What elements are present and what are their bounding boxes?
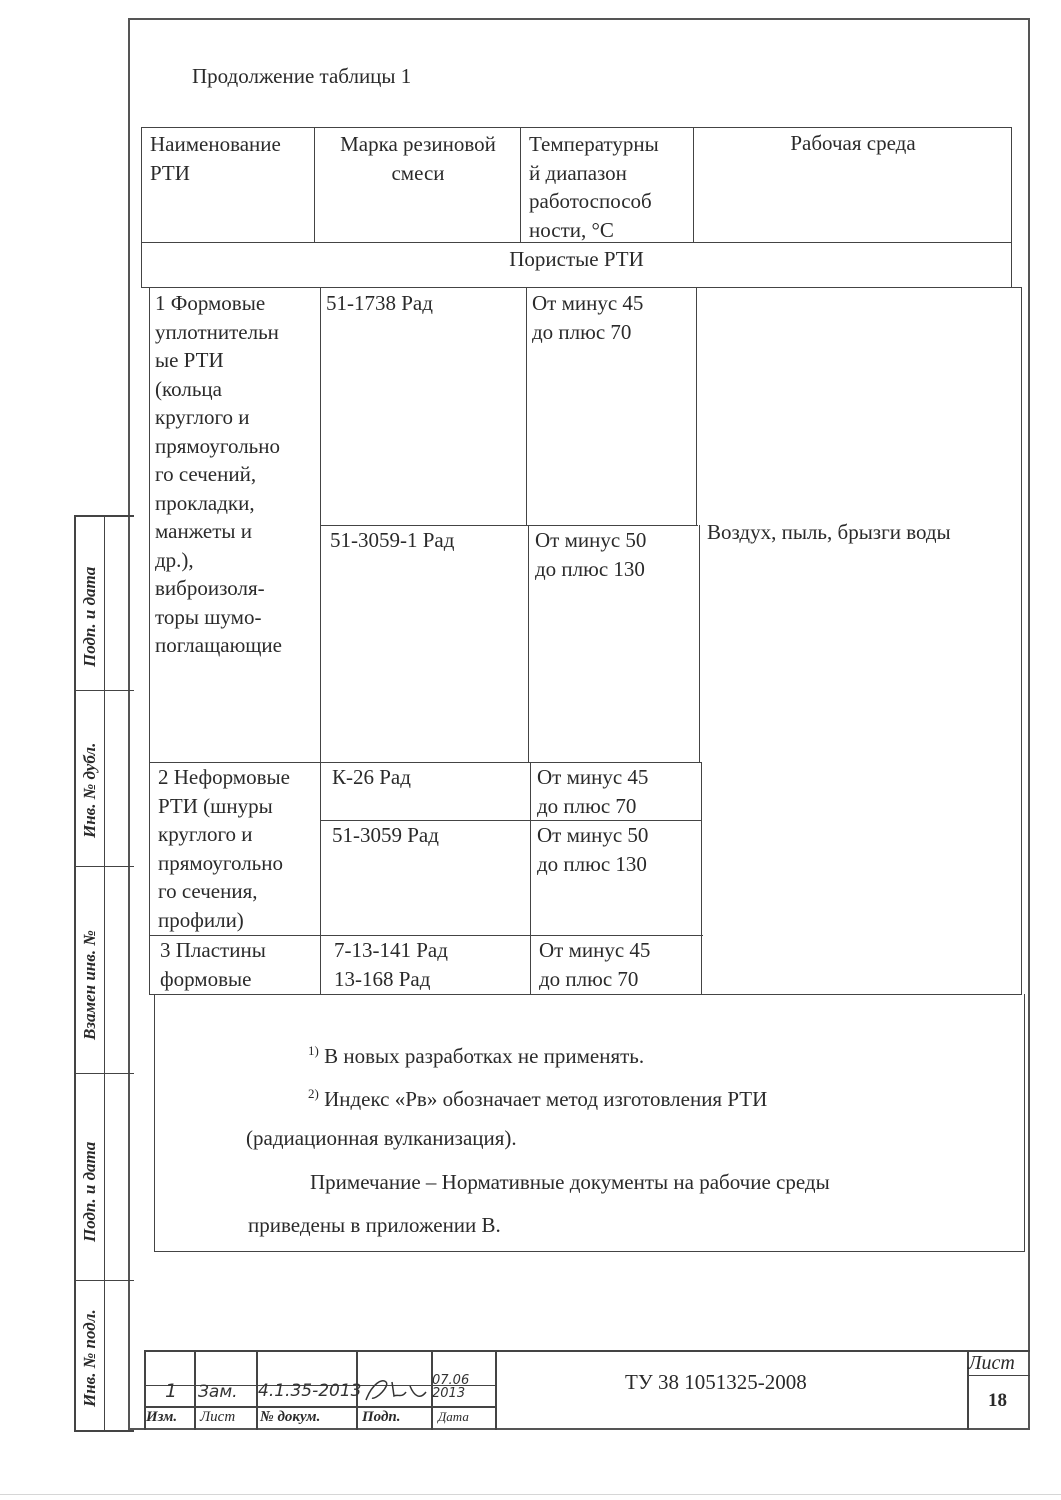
row-1-temp-2: От минус 50 до плюс 130 <box>535 528 647 581</box>
side-label-vzamen: Взамен инв. № <box>80 930 99 1040</box>
body-col-divider-2b <box>528 525 529 762</box>
note-1 <box>308 1037 644 1070</box>
note-2 <box>308 1080 767 1113</box>
row-2-grade-2: 51-3059 Рад <box>332 823 439 847</box>
side-stamp-line-3 <box>74 1073 134 1074</box>
row-3-name: 3 Пластины формовые <box>160 938 266 991</box>
side-label-inv-dubl: Инв. № дубл. <box>80 742 99 838</box>
note-2-text: Индекс «Рв» обозначает метод изготовления РТИ <box>318 1087 768 1111</box>
sheet-number: 18 <box>988 1390 1007 1411</box>
row-1-temp-1: От минус 45 до плюс 70 <box>532 291 644 344</box>
row-2-name: 2 Неформовые РТИ (шнуры круглого и прямоугольно го сечения, профили) <box>158 765 290 932</box>
tb-sheet-divider <box>967 1375 1030 1376</box>
tb-label-podp: Подп. <box>362 1409 401 1425</box>
side-stamp-left <box>74 515 76 1431</box>
signature-icon <box>362 1374 430 1406</box>
header-col-divider-3 <box>693 127 694 242</box>
body-col-divider-3c <box>701 762 702 994</box>
hand-doc-number: 4.1.35-2013 <box>258 1381 362 1401</box>
row-1-name: 1 Формовые уплотнительн ые РТИ (кольца круглого и прямоугольно го сечений, прокладки, манжеты и др.), виброизоля- торы шумо- поглащающие <box>155 291 282 657</box>
body-col-divider-3b <box>699 525 700 762</box>
header-col-divider-1 <box>314 127 315 242</box>
header-temperature: Температурны й диапазон работоспособ ности, °С <box>529 132 659 242</box>
header-name: Наименование РТИ <box>150 132 281 185</box>
document-code: ТУ 38 1051325-2008 <box>625 1370 807 1394</box>
hand-date: 07.06 2013 <box>432 1373 470 1401</box>
row-1-grade-1: 51-1738 Рад <box>326 291 433 315</box>
note-1-marker: 1) <box>308 1043 319 1058</box>
header-grade: Марка резиновой смеси <box>340 132 496 185</box>
header-environment: Рабочая среда <box>790 131 916 155</box>
tb-label-data: Дата <box>438 1409 469 1424</box>
tb-col-5 <box>495 1350 497 1430</box>
header-col-divider-2 <box>520 127 521 242</box>
note-1-text: В новых разработках не применять. <box>318 1044 645 1068</box>
row-2-temp-2: От минус 50 до плюс 130 <box>537 823 649 876</box>
side-label-podp-data-1: Подп. и дата <box>80 1141 99 1242</box>
side-stamp-bottom <box>74 1430 134 1432</box>
table-border-left-body <box>149 287 150 994</box>
remark-line-1: Примечание – Нормативные документы на рабочие среды <box>310 1170 830 1194</box>
scan-edge-line <box>0 1494 1061 1495</box>
body-col-divider-3a <box>696 287 697 525</box>
side-stamp-line-2 <box>74 866 134 867</box>
tb-label-izm: Изм. <box>146 1409 178 1425</box>
table-border-top <box>141 127 1012 128</box>
note-2-continuation: (радиационная вулканизация). <box>246 1126 517 1150</box>
side-stamp-line-4 <box>74 1280 134 1281</box>
sheet-label: Лист <box>968 1352 1015 1374</box>
section-title: Пористые РТИ <box>509 247 644 271</box>
row-1-grade-2: 51-3059-1 Рад <box>330 528 455 552</box>
row-3-temp: От минус 45 до плюс 70 <box>539 938 651 991</box>
body-col-divider-1 <box>320 287 321 994</box>
side-stamp-divider <box>104 515 105 1431</box>
title-block-row-line-2 <box>144 1406 495 1408</box>
section-bottom-line <box>141 287 1022 288</box>
table-caption: Продолжение таблицы 1 <box>192 64 412 88</box>
body-col-divider-2a <box>526 287 527 525</box>
hand-izm: 1 <box>165 1380 178 1402</box>
remark-line-2: приведены в приложении В. <box>248 1213 501 1237</box>
side-stamp-line-1 <box>74 690 134 691</box>
body-col-divider-2c <box>530 762 531 994</box>
tb-label-list: Лист <box>200 1409 236 1425</box>
table-border-right-body <box>1021 287 1022 994</box>
row-3-grade: 7-13-141 Рад 13-168 Рад <box>334 938 448 991</box>
side-label-inv-podl: Инв. № подл. <box>80 1309 99 1407</box>
tb-col-1 <box>194 1350 196 1430</box>
hand-zam: Зам. <box>198 1382 238 1402</box>
row-2-temp-1: От минус 45 до плюс 70 <box>537 765 649 818</box>
environment-cell: Воздух, пыль, брызги воды <box>707 520 951 544</box>
row-2-grade-1: К-26 Рад <box>332 765 411 789</box>
note-2-marker: 2) <box>308 1086 319 1101</box>
tb-label-doc: № докум. <box>260 1409 321 1425</box>
side-label-podp-data-2: Подп. и дата <box>80 566 99 667</box>
title-block-top <box>144 1350 1030 1352</box>
